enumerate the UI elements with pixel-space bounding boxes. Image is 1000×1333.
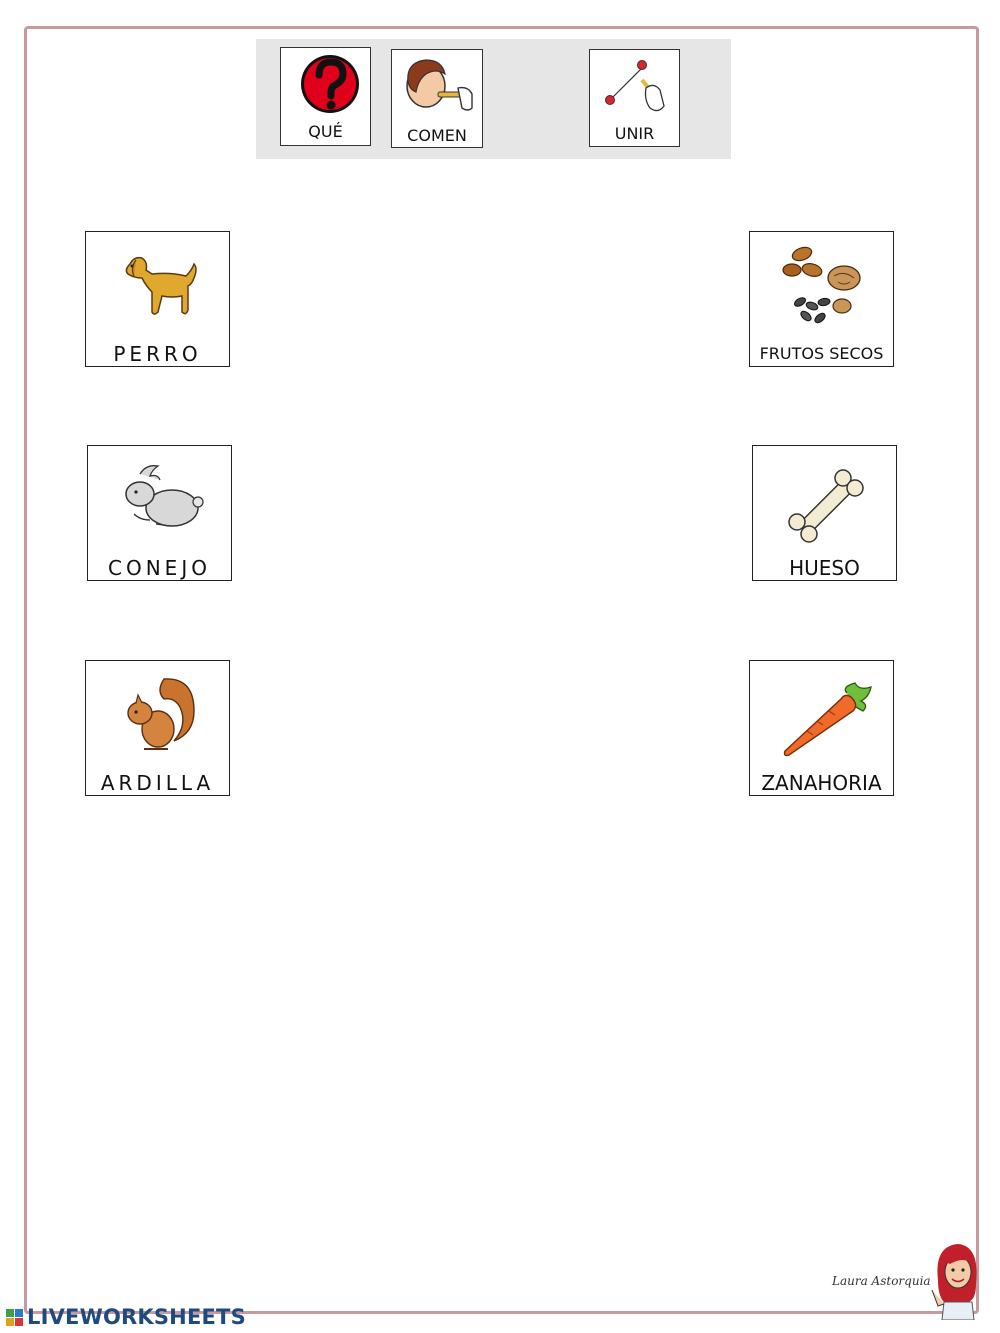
perro-label: PERRO: [113, 342, 202, 366]
zanahoria-label: ZANAHORIA: [761, 771, 882, 795]
frutos-secos-label: FRUTOS SECOS: [759, 344, 884, 363]
squirrel-icon: [108, 669, 208, 761]
hueso-label: HUESO: [789, 556, 860, 580]
brand-text: LIVEWORKSHEETS: [27, 1305, 246, 1329]
card-hueso[interactable]: [752, 445, 897, 581]
que-label: QUÉ: [308, 122, 343, 141]
card-frutos-secos[interactable]: [749, 231, 894, 367]
liveworksheets-logo-icon: [6, 1307, 24, 1327]
unir-label: UNIR: [614, 124, 655, 143]
bone-icon: [775, 454, 875, 546]
author-avatar: [928, 1240, 984, 1320]
pictogram-que: [280, 47, 371, 146]
card-conejo[interactable]: [87, 445, 232, 581]
dog-icon: [108, 240, 208, 332]
card-zanahoria[interactable]: [749, 660, 894, 796]
liveworksheets-brand[interactable]: [6, 1303, 246, 1331]
eating-icon: [392, 50, 484, 130]
carrot-icon: [767, 669, 877, 761]
connect-lines-icon: [590, 50, 681, 128]
rabbit-icon: [110, 454, 210, 546]
comen-label: COMEN: [407, 126, 467, 145]
author-signature: Laura Astorquia: [832, 1274, 931, 1288]
pictogram-comen: [391, 49, 483, 148]
nuts-icon: [772, 240, 872, 332]
conejo-label: CONEJO: [108, 556, 211, 580]
pictogram-unir: [589, 49, 680, 147]
card-perro[interactable]: [85, 231, 230, 367]
ardilla-label: ARDILLA: [100, 771, 215, 795]
question-icon: [281, 48, 372, 128]
card-ardilla[interactable]: [85, 660, 230, 796]
